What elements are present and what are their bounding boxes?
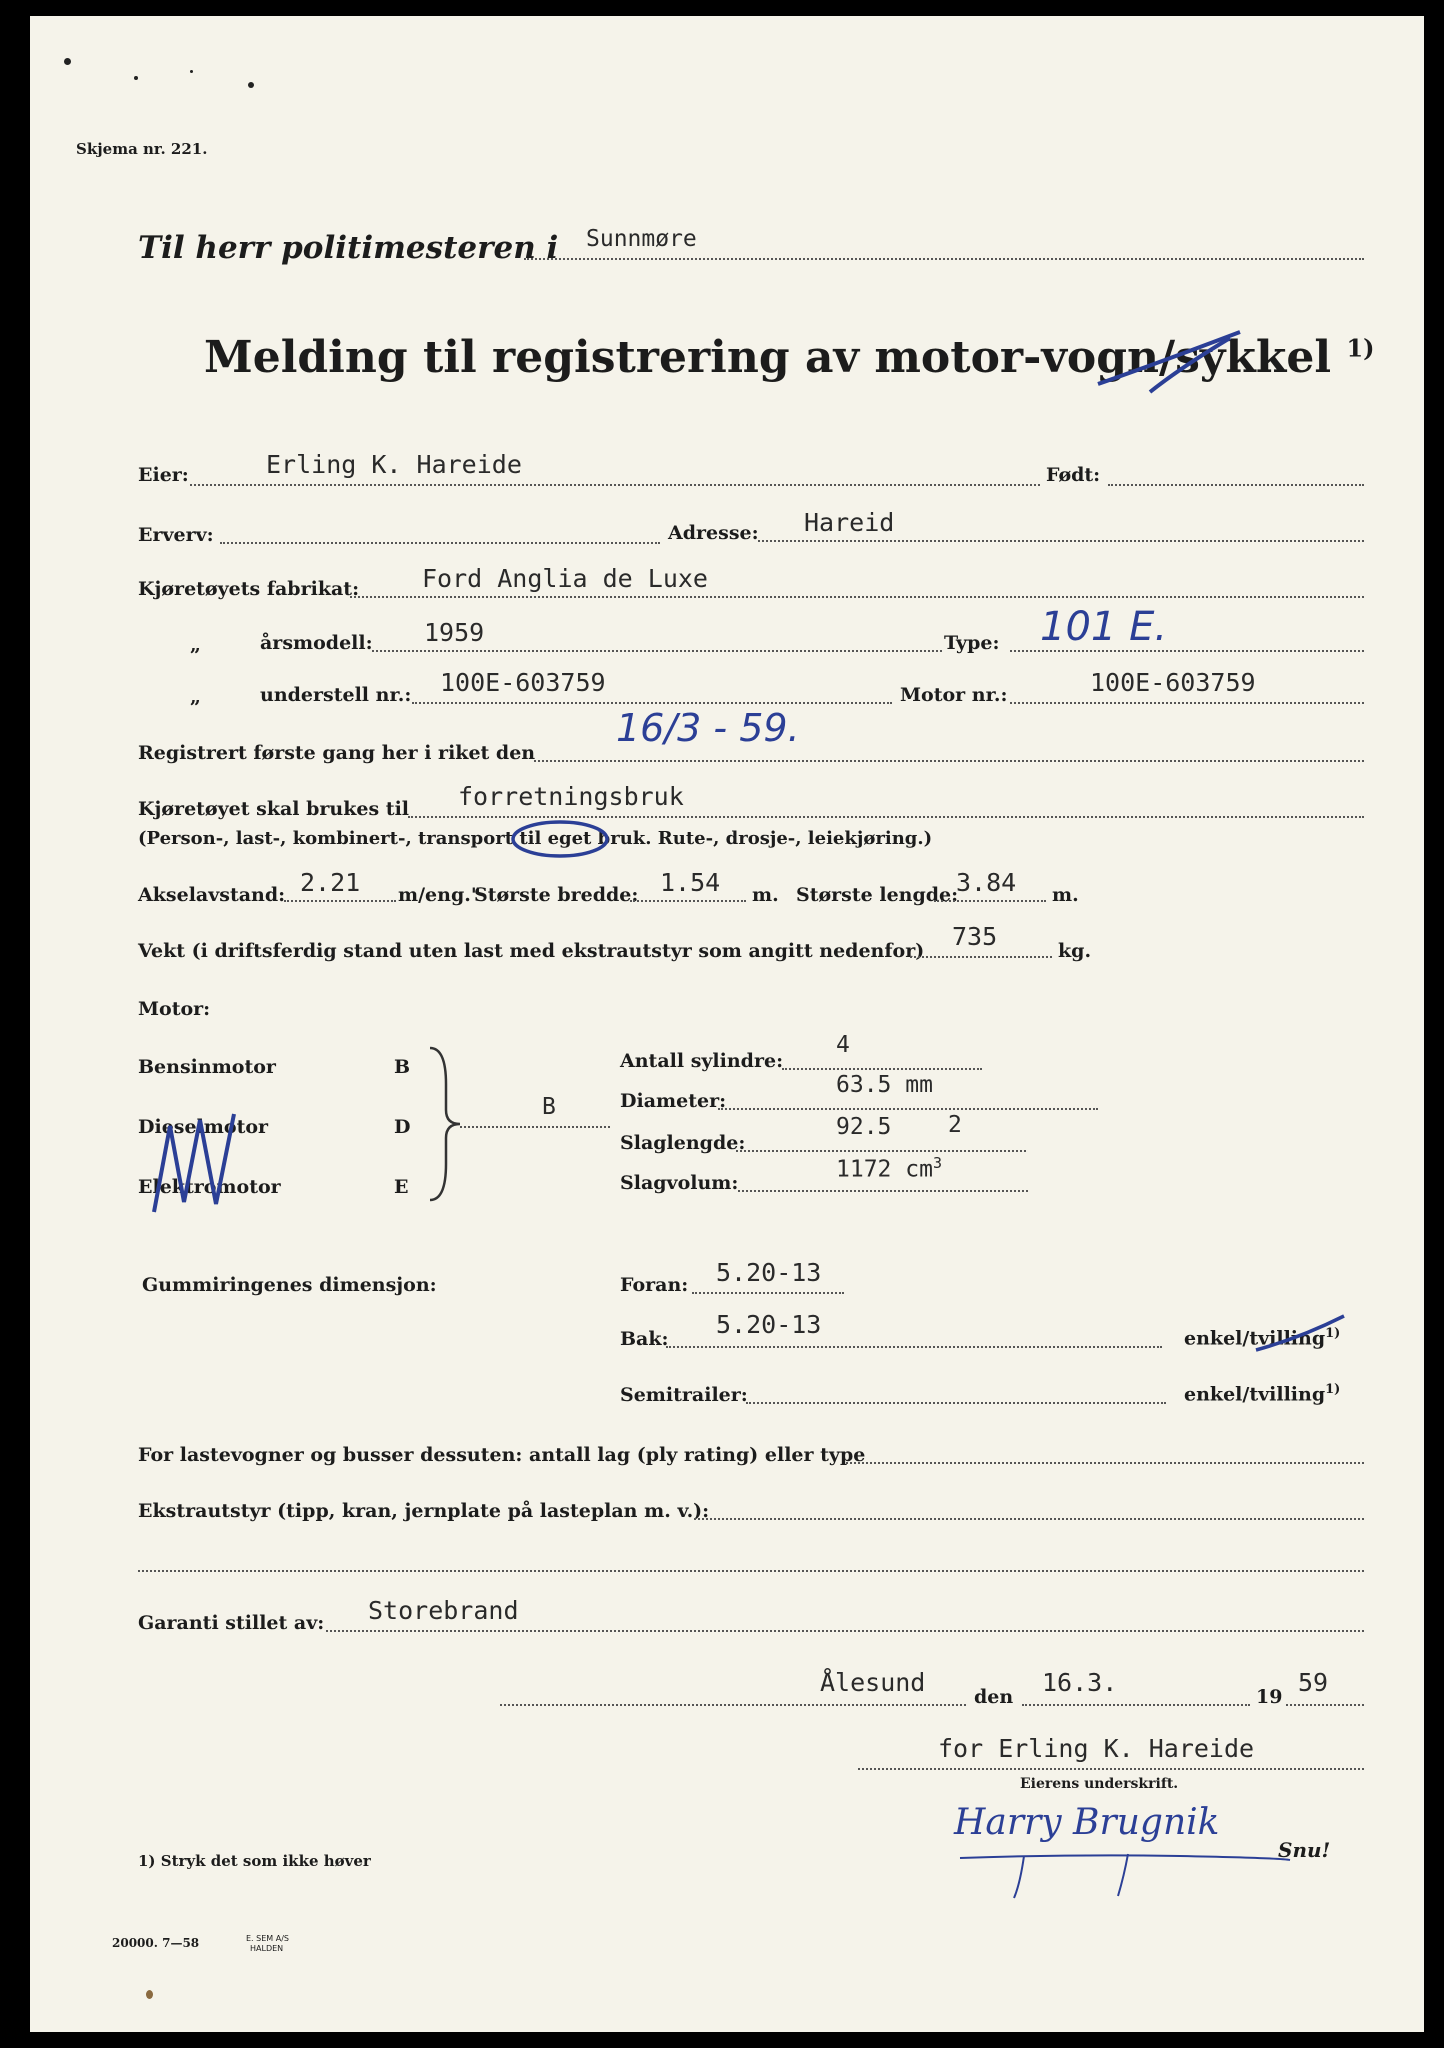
ink-speck xyxy=(64,58,71,65)
address-label: Adresse: xyxy=(668,522,759,544)
semitrailer-line xyxy=(746,1402,1166,1404)
signature-flourish xyxy=(940,1836,1300,1906)
rear-suffix-mark: 1) xyxy=(1325,1326,1341,1341)
rear-tyre-value[interactable]: 5.20-13 xyxy=(716,1310,822,1339)
axle-unit: m/eng." xyxy=(398,884,481,906)
addressee-label: Til herr politimesteren i xyxy=(138,230,559,266)
date-den: den xyxy=(974,1686,1014,1708)
weight-value[interactable]: 735 xyxy=(952,922,998,951)
printer-code: 20000. 7—58 xyxy=(112,1936,200,1950)
diameter-line xyxy=(718,1108,1098,1110)
first-reg-value[interactable]: 16/3 - 59. xyxy=(616,706,800,750)
date-value[interactable]: 16.3. xyxy=(1042,1668,1118,1697)
volume-superscript: 3 xyxy=(932,1154,942,1172)
ink-speck xyxy=(134,76,138,80)
strike-scribble xyxy=(140,1106,260,1216)
owner-label: Eier: xyxy=(138,464,189,486)
ink-speck xyxy=(248,82,254,88)
volume-number: 1172 cm xyxy=(836,1156,933,1183)
motor-type-electric: Elektromotor xyxy=(138,1176,281,1198)
model-year-line xyxy=(372,650,942,652)
rear-tyre-label: Bak: xyxy=(620,1328,669,1350)
rear-suffix-text: enkel/tvilling xyxy=(1184,1327,1326,1350)
signature-line xyxy=(858,1768,1364,1770)
front-tyre-label: Foran: xyxy=(620,1274,689,1296)
motor-no-line xyxy=(1010,702,1364,704)
motor-heading: Motor: xyxy=(138,998,211,1020)
extras-line-2 xyxy=(138,1570,1364,1572)
addressee-line xyxy=(524,258,1364,260)
use-value[interactable]: forretningsbruk xyxy=(458,782,684,811)
printer-city: HALDEN xyxy=(250,1944,284,1953)
motor-brace xyxy=(424,1044,464,1204)
printer-name: E. SEM A/S xyxy=(246,1934,289,1943)
stroke-line xyxy=(736,1150,1026,1152)
circle-mark xyxy=(510,818,612,862)
axle-line xyxy=(284,900,396,902)
cylinders-value[interactable]: 4 xyxy=(836,1032,850,1058)
motor-type-petrol: Bensinmotor xyxy=(138,1056,276,1078)
make-value[interactable]: Ford Anglia de Luxe xyxy=(422,564,708,593)
title-text: Melding til registrering av motor-vogn/sykkel xyxy=(204,332,1332,383)
chassis-value[interactable]: 100E-603759 xyxy=(440,668,606,697)
motor-code-petrol: B xyxy=(394,1056,411,1078)
address-line xyxy=(758,540,1364,542)
ink-speck xyxy=(190,70,193,73)
trucks-line xyxy=(846,1462,1364,1464)
ditto-mark: „ xyxy=(190,634,201,656)
guarantee-label: Garanti stillet av: xyxy=(138,1612,325,1634)
rear-tyre-line xyxy=(666,1346,1162,1348)
make-label: Kjøretøyets fabrikat: xyxy=(138,578,360,600)
axle-label: Akselavstand: xyxy=(138,884,286,906)
weight-line xyxy=(910,956,1052,958)
footnote: 1) Stryk det som ikke høver xyxy=(138,1852,371,1870)
motor-type-diesel: Dieselmotor xyxy=(138,1116,269,1138)
extras-line xyxy=(694,1518,1364,1520)
axle-value[interactable]: 2.21 xyxy=(300,868,361,897)
diameter-value[interactable]: 63.5 mm xyxy=(836,1072,933,1098)
length-value[interactable]: 3.84 xyxy=(956,868,1017,897)
strike-mark xyxy=(1090,322,1260,404)
motor-selected-line xyxy=(460,1126,610,1128)
first-reg-line xyxy=(534,760,1364,762)
extras-label: Ekstrautstyr (tipp, kran, jernplate på lasteplan m. v.): xyxy=(138,1500,710,1522)
diameter-label: Diameter: xyxy=(620,1090,727,1112)
acquisition-line xyxy=(220,542,660,544)
use-note: (Person-, last-, kombinert-, transport til eget bruk. Rute-, drosje-, leiekjøring.) xyxy=(138,828,933,849)
year-value[interactable]: 59 xyxy=(1298,1668,1329,1697)
address-value[interactable]: Hareid xyxy=(804,508,895,537)
acquisition-label: Erverv: xyxy=(138,524,214,546)
signature-handwritten: Harry Brugnik xyxy=(954,1802,1220,1843)
ditto-mark: „ xyxy=(190,686,201,708)
stroke-mark: 2 xyxy=(948,1112,962,1138)
width-line xyxy=(630,900,746,902)
owner-line xyxy=(190,484,1040,486)
length-label: Største lengde: xyxy=(796,884,959,906)
volume-line xyxy=(738,1190,1028,1192)
born-label: Født: xyxy=(1046,464,1101,486)
width-value[interactable]: 1.54 xyxy=(660,868,721,897)
make-line xyxy=(350,596,1364,598)
type-value[interactable]: 101 E. xyxy=(1040,604,1168,650)
signature-caption: Eierens underskrift. xyxy=(1020,1776,1179,1792)
length-line xyxy=(934,900,1046,902)
strike-mark xyxy=(1250,1312,1350,1356)
title-footnote: 1) xyxy=(1346,333,1375,363)
model-year-label: årsmodell: xyxy=(260,632,373,654)
tyres-label: Gummiringenes dimensjon: xyxy=(142,1274,437,1296)
date-century: 19 xyxy=(1256,1686,1283,1708)
motor-selected-value[interactable]: B xyxy=(542,1094,556,1120)
motor-code-diesel: D xyxy=(394,1116,411,1138)
first-reg-label: Registrert første gang her i riket den xyxy=(138,742,536,764)
motor-no-label: Motor nr.: xyxy=(900,684,1008,706)
guarantee-value[interactable]: Storebrand xyxy=(368,1596,519,1625)
semi-suffix-text: enkel/tvilling xyxy=(1184,1383,1326,1406)
semitrailer-label: Semitrailer: xyxy=(620,1384,748,1406)
signature-typed[interactable]: for Erling K. Hareide xyxy=(938,1734,1255,1763)
type-line xyxy=(1010,650,1364,652)
semi-suffix-mark: 1) xyxy=(1325,1382,1341,1397)
form-sheet xyxy=(30,16,1424,2032)
place-value[interactable]: Ålesund xyxy=(820,1668,926,1697)
semitrailer-suffix xyxy=(1184,1382,1340,1405)
turn-over: Snu! xyxy=(1278,1838,1331,1862)
chassis-label: understell nr.: xyxy=(260,684,412,706)
chassis-line xyxy=(412,702,892,704)
form-number: Skjema nr. 221. xyxy=(76,140,208,158)
ink-speck xyxy=(146,1990,153,1999)
stroke-value[interactable]: 92.5 xyxy=(836,1114,892,1140)
cylinders-label: Antall sylindre: xyxy=(620,1050,784,1072)
volume-label: Slagvolum: xyxy=(620,1172,739,1194)
place-line xyxy=(500,1704,966,1706)
volume-value[interactable] xyxy=(836,1154,942,1183)
width-unit: m. xyxy=(752,884,779,906)
trucks-label: For lastevogner og busser dessuten: antall lag (ply rating) eller type xyxy=(138,1444,866,1466)
model-year-value[interactable]: 1959 xyxy=(424,618,485,647)
date-line xyxy=(1022,1704,1250,1706)
stroke-label: Slaglengde: xyxy=(620,1132,746,1154)
weight-label: Vekt (i driftsferdig stand uten last med ekstrautstyr som angitt nedenfor) xyxy=(138,940,925,962)
motor-no-value[interactable]: 100E-603759 xyxy=(1090,668,1256,697)
cylinders-line xyxy=(782,1068,982,1070)
front-tyre-line xyxy=(692,1292,844,1294)
length-unit: m. xyxy=(1052,884,1079,906)
guarantee-line xyxy=(326,1630,1364,1632)
addressee-value[interactable]: Sunnmøre xyxy=(586,226,697,252)
year-line xyxy=(1286,1704,1364,1706)
owner-value[interactable]: Erling K. Hareide xyxy=(266,450,522,479)
born-line xyxy=(1108,484,1364,486)
front-tyre-value[interactable]: 5.20-13 xyxy=(716,1258,822,1287)
motor-code-electric: E xyxy=(394,1176,409,1198)
type-label: Type: xyxy=(944,632,1000,654)
weight-unit: kg. xyxy=(1058,940,1092,962)
width-label: Største bredde: xyxy=(474,884,639,906)
use-label: Kjøretøyet skal brukes til xyxy=(138,798,410,820)
